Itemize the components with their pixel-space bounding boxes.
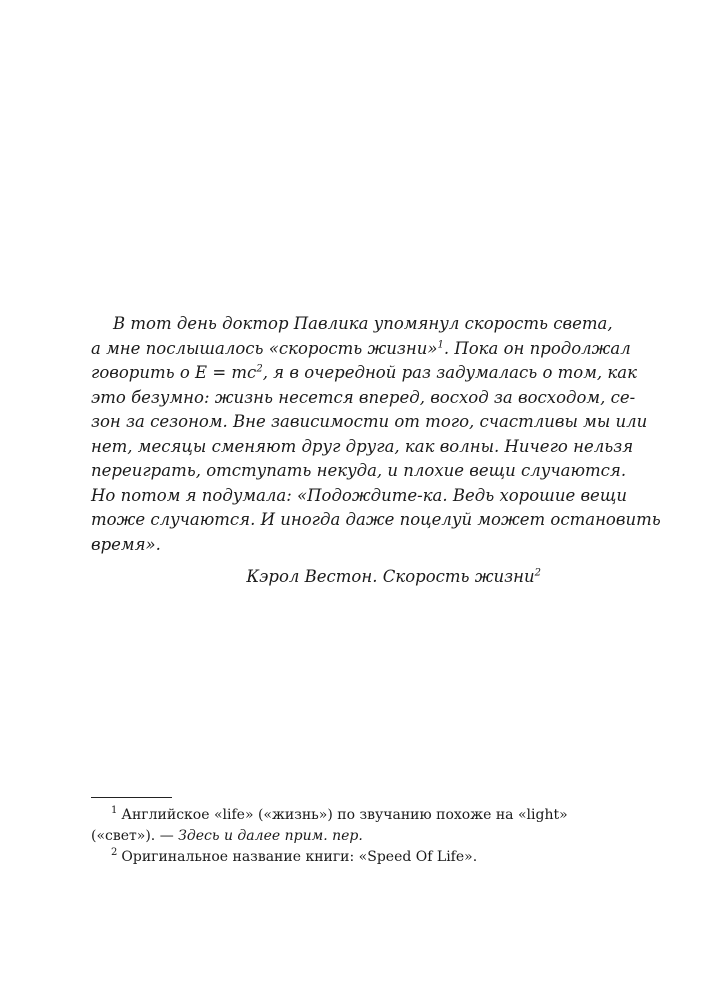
epigraph-line-9: тоже случаются. И иногда даже поцелуй может остановить: [91, 510, 661, 529]
epigraph-text: говорить о E = mc: [91, 363, 257, 382]
epigraph-line-7: переиграть, отступать некуда, и плохие вещи случаются.: [91, 461, 627, 480]
footnote-1-mark: 1: [111, 805, 118, 817]
footnote-1-text: Английское «life» («жизнь») по звучанию похоже на «light»: [121, 807, 568, 823]
epigraph-line-2: [91, 337, 631, 362]
epigraph-line-1: В тот день доктор Павлика упомянул скорость света,: [113, 314, 613, 333]
footnote-2-mark: 2: [111, 847, 118, 859]
epigraph-attribution: [91, 565, 541, 589]
footnotes: [91, 805, 568, 868]
epigraph-line-10: время».: [91, 534, 161, 554]
epigraph-line-4: это безумно: жизнь несется вперед, восход за восходом, се-: [91, 387, 636, 407]
epigraph-text: а мне послышалось «скорость жизни»: [91, 338, 438, 358]
footnote-1-text-cont: («свет»). —: [91, 828, 179, 844]
epigraph-text: , я в очередной раз задумалась о том, как: [262, 363, 637, 382]
epigraph-line-3: [91, 361, 637, 386]
footnote-2: [91, 847, 541, 868]
footnote-ref-2[interactable]: 2: [534, 567, 541, 579]
footnote-2-text: Оригинальное название книги: «Speed Of Life».: [121, 849, 478, 865]
footnote-ref-1[interactable]: 1: [437, 339, 444, 350]
exponent: 2: [256, 363, 263, 375]
epigraph-line-5: зон за сезоном. Вне зависимости от того, счастливы мы или: [91, 412, 648, 431]
footnote-1-line-2: [91, 826, 541, 847]
epigraph: [91, 312, 661, 557]
footnote-1-line-1: [91, 805, 568, 826]
footnote-divider: [91, 797, 172, 798]
attribution-text: Кэрол Вестон. Скорость жизни: [246, 567, 535, 586]
epigraph-line-6: нет, месяцы сменяют друг друга, как волны. Ничего нельзя: [91, 436, 634, 456]
footnote-1-note: Здесь и далее прим. пер.: [178, 828, 363, 844]
epigraph-line-8: Но потом я подумала: «Подождите-ка. Ведь хорошие вещи: [91, 485, 627, 505]
epigraph-text: . Пока он продолжал: [443, 338, 631, 358]
